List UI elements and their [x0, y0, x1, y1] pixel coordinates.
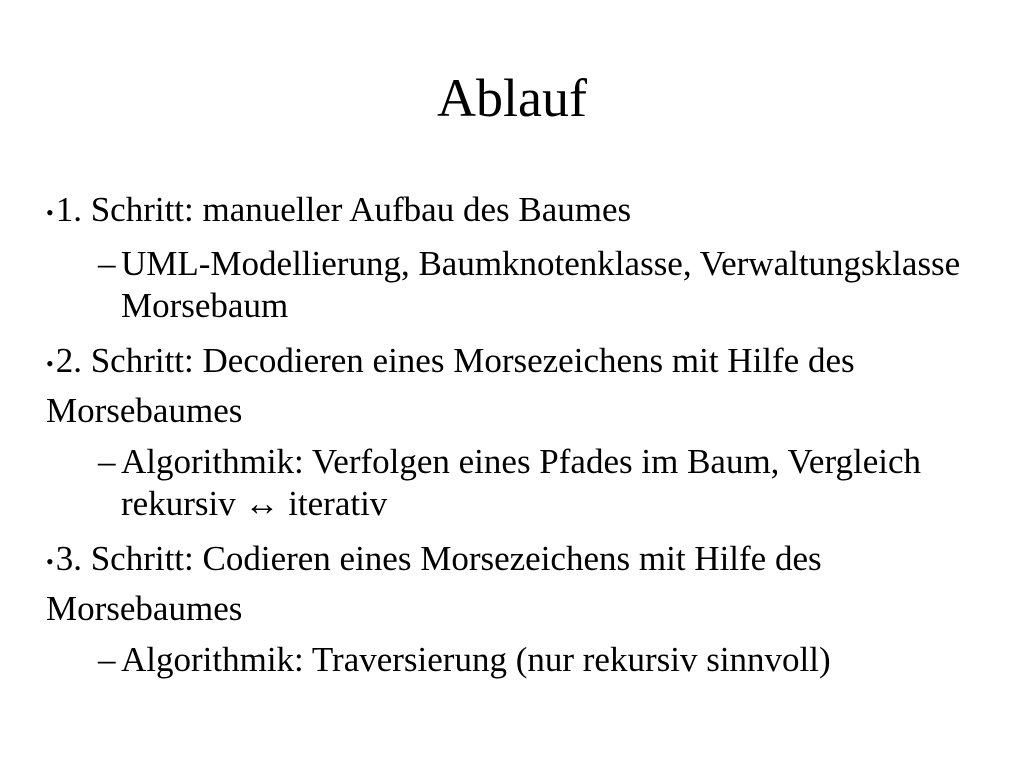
dash-icon: –	[98, 640, 116, 679]
sub-item-2	[46, 441, 976, 525]
bullet-dot-icon: •	[46, 549, 54, 574]
step-2	[46, 337, 976, 434]
step-1	[46, 186, 976, 236]
sub-item-3	[46, 639, 976, 681]
step-text: 3. Schritt: Codieren eines Morsezeichens mit Hilfe des Morsebaumes	[46, 539, 822, 628]
bullet-dot-icon: •	[46, 200, 54, 225]
sub-item-1	[46, 243, 976, 327]
step-text: 1. Schritt: manueller Aufbau des Baumes	[55, 190, 632, 229]
step-text: 2. Schritt: Decodieren eines Morsezeichens mit Hilfe des Morsebaumes	[46, 341, 855, 430]
step-3	[46, 535, 976, 632]
dash-icon: –	[98, 244, 116, 283]
sub-item-text: Algorithmik: Verfolgen eines Pfades im Baum, Vergleich rekursiv ↔ iterativ	[121, 442, 922, 523]
sub-item-text: Algorithmik: Traversierung (nur rekursiv sinnvoll)	[121, 640, 831, 679]
bullet-dot-icon: •	[46, 351, 54, 376]
dash-icon: –	[98, 442, 116, 481]
slide-content	[46, 186, 976, 691]
slide-title: Ablauf	[437, 68, 587, 128]
sub-item-text: UML-Modellierung, Baumknotenklasse, Verwaltungsklasse Morsebaum	[121, 244, 961, 325]
